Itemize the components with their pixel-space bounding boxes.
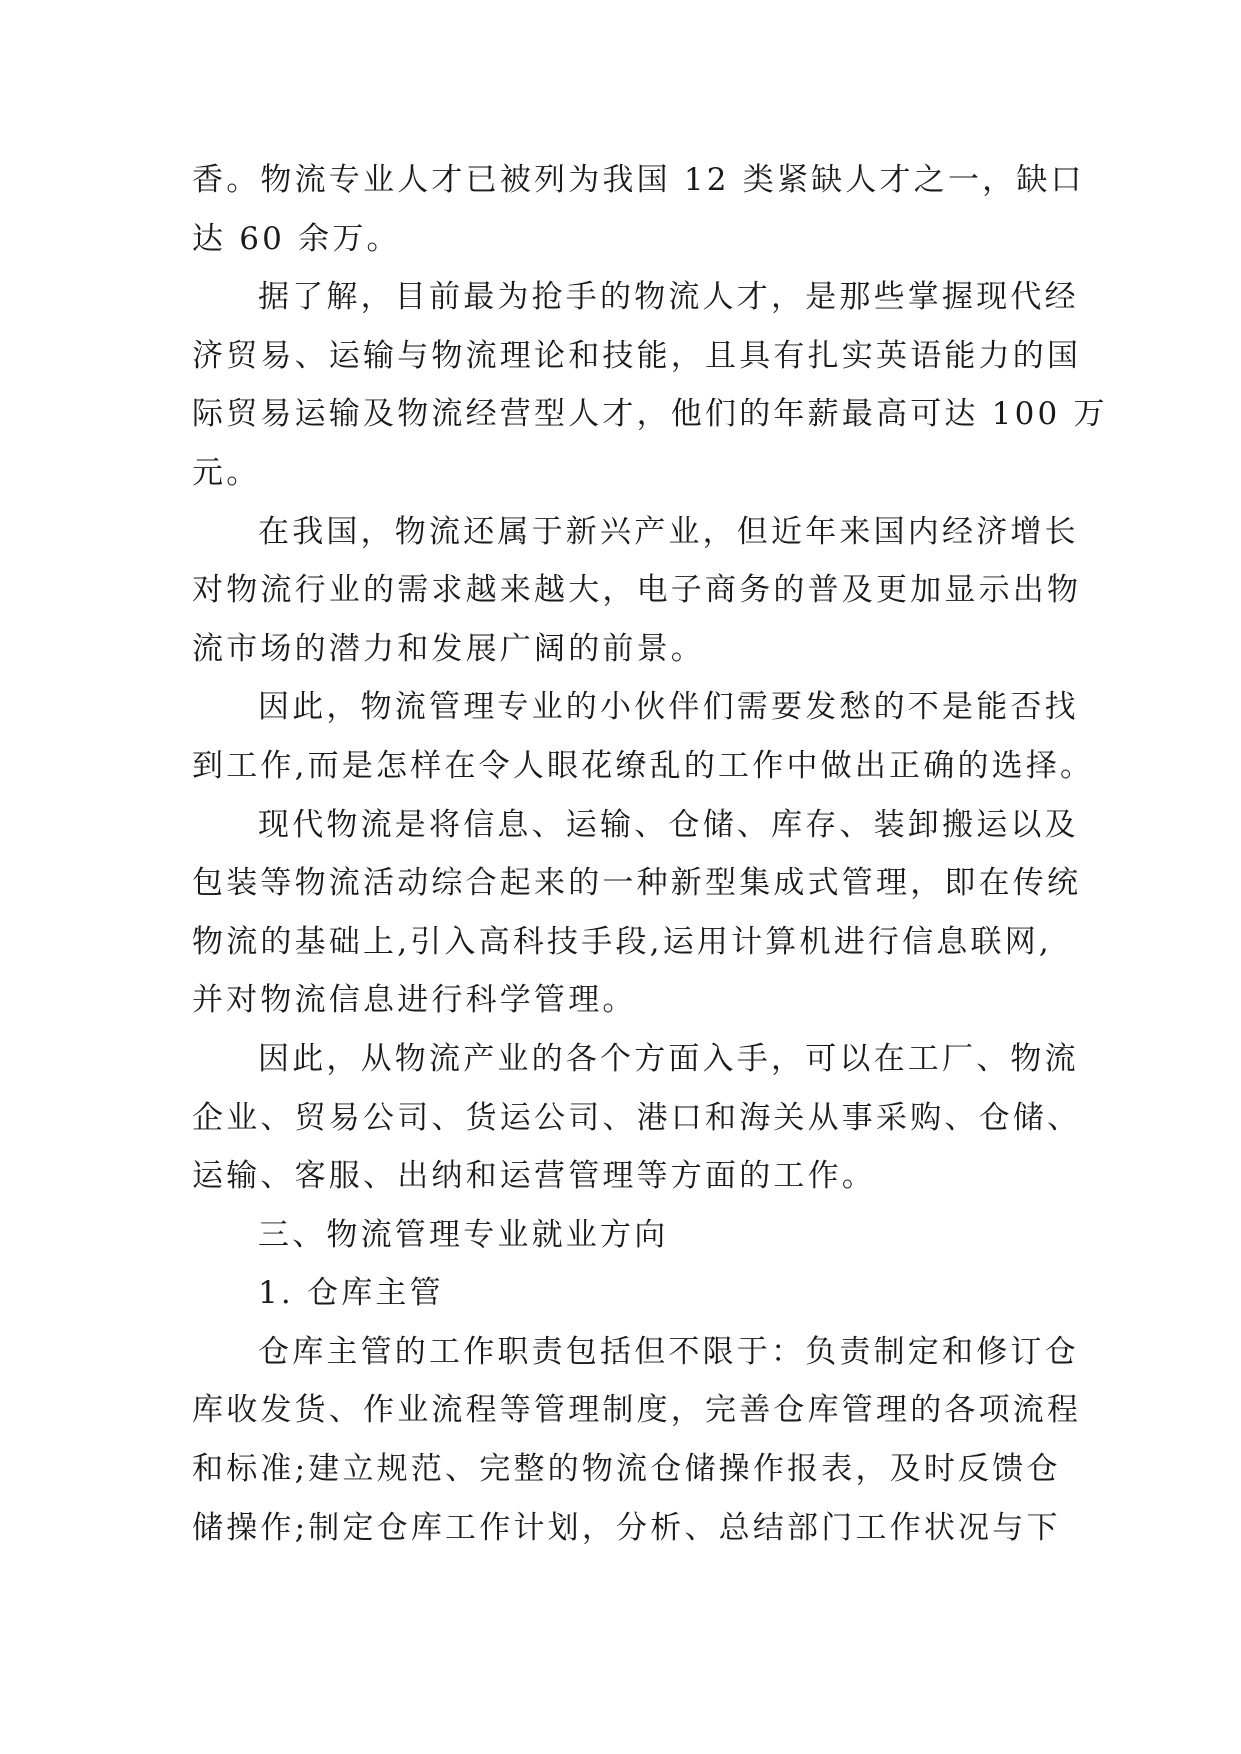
text-line: 企业、贸易公司、货运公司、港口和海关从事采购、仓储、 [192, 1099, 1082, 1136]
text-line: 包装等物流活动综合起来的一种新型集成式管理，即在传统 [192, 865, 1082, 902]
text-line: 济贸易、运输与物流理论和技能，且具有扎实英语能力的国 [192, 337, 1082, 374]
text-line: 因此，物流管理专业的小伙伴们需要发愁的不是能否找 [258, 689, 1079, 726]
section-heading: 三、物流管理专业就业方向 [258, 1216, 669, 1253]
text-line: 到工作,而是怎样在令人眼花缭乱的工作中做出正确的选择。 [192, 747, 1095, 784]
text-line: 储操作;制定仓库工作计划，分析、总结部门工作状况与下 [192, 1509, 1061, 1546]
text-line: 据了解，目前最为抢手的物流人才，是那些掌握现代经 [258, 279, 1079, 316]
text-line: 在我国，物流还属于新兴产业，但近年来国内经济增长 [258, 513, 1079, 550]
text-line: 因此，从物流产业的各个方面入手，可以在工厂、物流 [258, 1040, 1079, 1077]
text-line: 仓库主管的工作职责包括但不限于：负责制定和修订仓 [258, 1333, 1079, 1370]
text-line: 运输、客服、出纳和运营管理等方面的工作。 [192, 1158, 876, 1195]
text-line: 和标准;建立规范、完整的物流仓储操作报表，及时反馈仓 [192, 1451, 1061, 1488]
text-line: 达 60 余万。 [192, 220, 401, 257]
subsection-heading: 1. 仓库主管 [258, 1275, 444, 1312]
text-line: 现代物流是将信息、运输、仓储、库存、装卸搬运以及 [258, 806, 1079, 843]
text-line: 香。物流专业人才已被列为我国 12 类紧缺人才之一，缺口 [192, 162, 1085, 198]
text-line: 物流的基础上,引入高科技手段,运用计算机进行信息联网, [192, 923, 1052, 960]
document-body [192, 151, 1108, 1557]
text-line: 并对物流信息进行科学管理。 [192, 982, 637, 1019]
text-line: 对物流行业的需求越来越大，电子商务的普及更加显示出物 [192, 572, 1082, 609]
text-line: 元。 [192, 454, 261, 491]
text-line: 际贸易运输及物流经营型人才，他们的年薪最高可达 100 万 [192, 396, 1108, 433]
text-line: 流市场的潜力和发展广阔的前景。 [192, 630, 705, 667]
text-line: 库收发货、作业流程等管理制度，完善仓库管理的各项流程 [192, 1392, 1082, 1429]
